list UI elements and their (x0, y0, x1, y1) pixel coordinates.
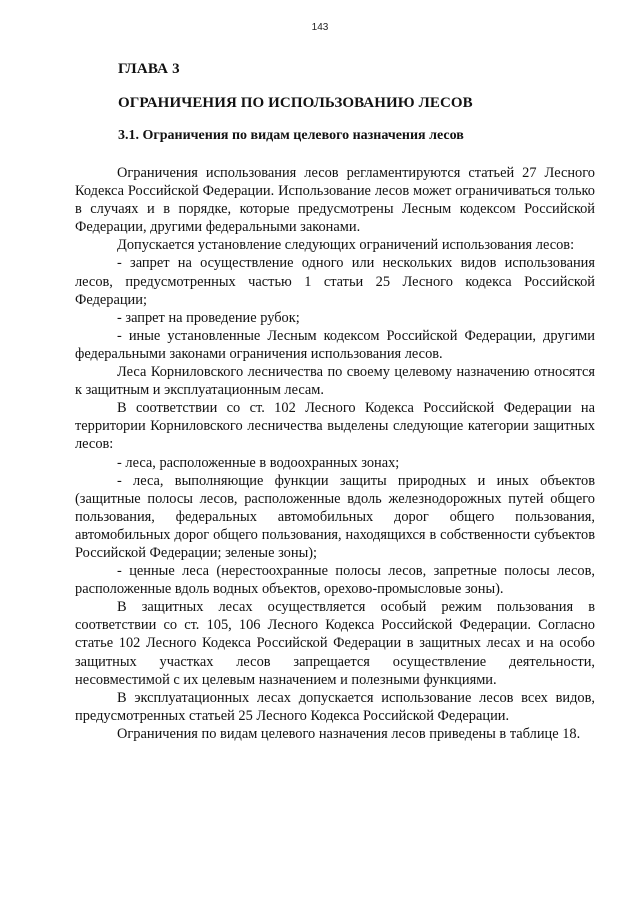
list-item: - ценные леса (нерестоохранные полосы лесов, запретные полосы лесов, расположенные вдоль водных объектов, орехово-промысловые зоны). (75, 563, 595, 598)
list-item: - запрет на проведение рубок; (117, 309, 300, 326)
chapter-title: ОГРАНИЧЕНИЯ ПО ИСПОЛЬЗОВАНИЮ ЛЕСОВ (118, 95, 473, 111)
list-item: - леса, выполняющие функции защиты природных и иных объектов (защитные полосы лесов, расположенные вдоль железнодорожных путей общего пользования, федеральных автомобильных дорог общего пользования, автомобильных дорог общего пользования, находящихся в собственности субъектов Российской Федерации; зеленые зоны); (75, 472, 595, 561)
chapter-heading: ГЛАВА 3 (118, 61, 180, 77)
list-item: - запрет на осуществление одного или нескольких видов использования лесов, предусмотренных частью 1 статьи 25 Лесного кодекса Российской Федерации; (75, 255, 595, 308)
section-title: 3.1. Ограничения по видам целевого назначения лесов (118, 128, 464, 143)
paragraph: В защитных лесах осуществляется особый режим пользования в соответствии со ст. 105, 106 Лесного Кодекса Российской Федерации. Согласно статье 102 Лесного Кодекса Российской Федерации в защитных лесах и на особо защитных участках лесов запрещается осуществление деятельности, несовместимой с их целевым назначением и полезными функциями. (75, 599, 595, 688)
page-number: 143 (311, 22, 329, 33)
paragraph: Ограничения по видам целевого назначения лесов приведены в таблице 18. (117, 725, 581, 742)
body-text (75, 164, 595, 743)
paragraph: В соответствии со ст. 102 Лесного Кодекса Российской Федерации на территории Корниловского лесничества выделены следующие категории защитных лесов: (75, 400, 595, 453)
paragraph: Допускается установление следующих ограничений использования лесов: (117, 237, 575, 254)
paragraph: Ограничения использования лесов регламентируются статьей 27 Лесного Кодекса Российской Федерации. Использование лесов может ограничиваться только в случаях и в порядке, которые предусмотрены Лесным кодексом Российской Федерации, другими федеральными законами. (75, 165, 595, 236)
paragraph: Леса Корниловского лесничества по своему целевому назначению относятся к защитным и эксплуатационным лесам. (75, 364, 595, 399)
paragraph: В эксплуатационных лесах допускается использование лесов всех видов, предусмотренных статьей 25 Лесного Кодекса Российской Федерации. (75, 689, 595, 724)
list-item: - иные установленные Лесным кодексом Российской Федерации, другими федеральными законами ограничения использования лесов. (75, 327, 595, 362)
list-item: - леса, расположенные в водоохранных зонах; (117, 454, 400, 471)
